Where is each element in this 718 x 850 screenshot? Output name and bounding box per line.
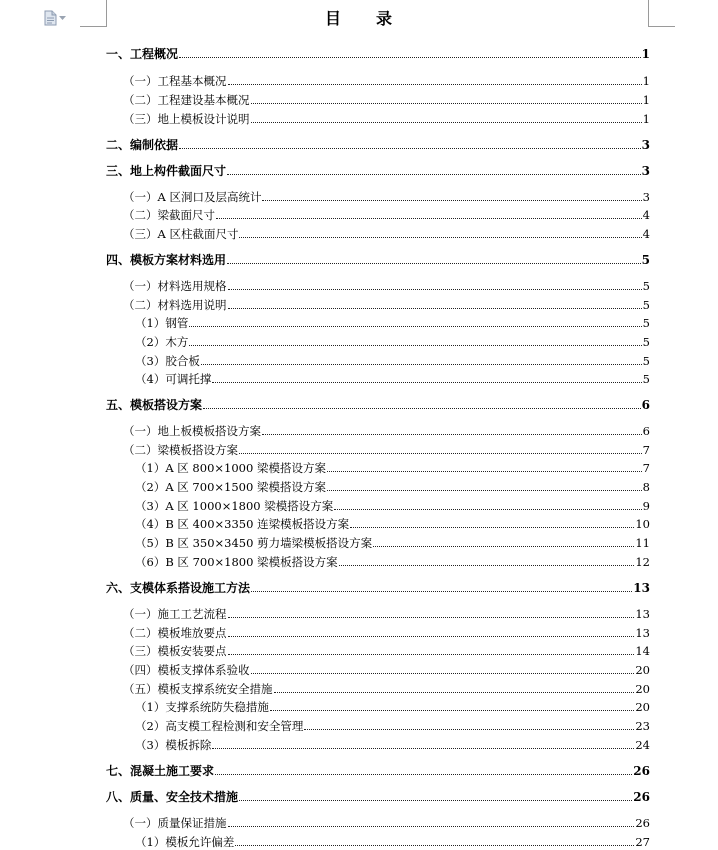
toc-entry[interactable] — [123, 207, 650, 223]
toc-page-number: 26 — [633, 764, 650, 778]
toc-dot-leader — [228, 307, 642, 309]
toc-page-number: 14 — [635, 644, 650, 658]
toc-dot-leader — [327, 489, 642, 491]
toc-page-number: 26 — [635, 816, 650, 830]
toc-dot-leader — [327, 470, 642, 472]
toc-page-number: 4 — [642, 208, 650, 222]
toc-entry[interactable] — [106, 763, 650, 779]
toc-entry-label: （二）梁截面尺寸 — [123, 208, 215, 222]
toc-entry-label: （一）材料选用规格 — [123, 279, 227, 293]
toc-dot-leader — [251, 672, 635, 674]
toc-page-number: 27 — [635, 835, 650, 849]
toc-entry-label: （一）施工工艺流程 — [123, 607, 227, 621]
toc-page-number: 5 — [642, 335, 650, 349]
toc-dot-leader — [228, 616, 635, 618]
toc-dot-leader — [239, 799, 632, 801]
toc-entry-label: （3）A 区 1000×1800 梁模搭设方案 — [135, 499, 334, 513]
toc-dot-leader — [216, 217, 642, 219]
toc-entry-label: （一）质量保证措施 — [123, 816, 227, 830]
toc-page-number: 5 — [642, 354, 650, 368]
toc-page-number: 5 — [641, 253, 650, 267]
toc-entry[interactable] — [123, 73, 650, 89]
toc-page-number: 1 — [642, 74, 650, 88]
toc-entry[interactable] — [123, 643, 650, 659]
toc-entry-label: （三）模板安装要点 — [123, 644, 227, 658]
toc-entry-label: 一、工程概况 — [106, 47, 179, 61]
toc-entry[interactable] — [135, 535, 650, 551]
toc-dot-leader — [228, 653, 635, 655]
toc-entry-label: （二）材料选用说明 — [123, 298, 227, 312]
toc-entry-label: （1）A 区 800×1000 梁模搭设方案 — [135, 461, 326, 475]
toc-entry-label: 五、模板搭设方案 — [106, 398, 203, 412]
toc-entry-label: （五）模板支撑系统安全措施 — [123, 682, 273, 696]
toc-entry[interactable] — [106, 580, 650, 596]
toc-page-number: 11 — [635, 536, 650, 550]
toc-dot-leader — [227, 173, 641, 175]
toc-page-number: 1 — [641, 47, 650, 61]
toc-page-number: 23 — [635, 719, 650, 733]
toc-dot-leader — [274, 691, 635, 693]
toc-entry[interactable] — [106, 163, 650, 179]
toc-entry-label: （3）模板拆除 — [135, 738, 212, 752]
toc-dot-leader — [179, 147, 641, 149]
toc-page-number: 7 — [642, 461, 650, 475]
toc-page-number: 5 — [642, 298, 650, 312]
toc-entry[interactable] — [135, 479, 650, 495]
toc-entry-label: 二、编制依据 — [106, 138, 179, 152]
toc-dot-leader — [203, 407, 641, 409]
toc-entry[interactable] — [135, 516, 650, 532]
toc-entry-label: （1）钢管 — [135, 316, 189, 330]
toc-page-number: 12 — [635, 555, 650, 569]
toc-entry[interactable] — [123, 442, 650, 458]
toc-dot-leader — [235, 844, 634, 846]
toc-page-number: 3 — [641, 164, 650, 178]
toc-entry-label: （4）可调托撑 — [135, 372, 212, 386]
toc-page-number: 5 — [642, 279, 650, 293]
toc-page-number: 10 — [635, 517, 650, 531]
toc-entry-label: （2）高支模工程检测和安全管理 — [135, 719, 304, 733]
toc-entry[interactable] — [135, 334, 650, 350]
toc-entry-label: （1）支撑系统防失稳措施 — [135, 700, 269, 714]
toc-entry-label: 七、混凝土施工要求 — [106, 764, 215, 778]
toc-entry[interactable] — [123, 189, 650, 205]
toc-entry[interactable] — [123, 111, 650, 127]
toc-entry-label: （二）模板堆放要点 — [123, 626, 227, 640]
toc-dot-leader — [239, 236, 641, 238]
toc-dot-leader — [334, 508, 641, 510]
toc-dot-leader — [228, 635, 635, 637]
toc-entry-label: （三）地上模板设计说明 — [123, 112, 250, 126]
toc-dot-leader — [228, 83, 642, 85]
toc-entry[interactable] — [123, 606, 650, 622]
toc-page-number: 1 — [642, 93, 650, 107]
toc-dot-leader — [201, 363, 642, 365]
toc-entry-label: （3）胶合板 — [135, 354, 200, 368]
toc-entry[interactable] — [123, 92, 650, 108]
toc-dot-leader — [228, 288, 642, 290]
toc-entry-label: 八、质量、安全技术措施 — [106, 790, 239, 804]
toc-entry[interactable] — [135, 834, 650, 850]
toc-dot-leader — [251, 102, 642, 104]
toc-page-number: 26 — [633, 790, 650, 804]
toc-entry-label: （2）A 区 700×1500 梁模搭设方案 — [135, 480, 326, 494]
toc-dot-leader — [228, 825, 635, 827]
toc-dot-leader — [304, 728, 634, 730]
toc-entry[interactable] — [106, 397, 650, 413]
toc-entry-label: 六、支模体系搭设施工方法 — [106, 581, 251, 595]
toc-entry[interactable] — [123, 226, 650, 242]
toc-dot-leader — [189, 325, 641, 327]
toc-page-number: 4 — [642, 227, 650, 241]
toc-dot-leader — [189, 344, 641, 346]
toc-entry[interactable] — [123, 625, 650, 641]
toc-dot-leader — [179, 56, 641, 58]
toc-dot-leader — [262, 433, 642, 435]
toc-dot-leader — [373, 545, 634, 547]
toc-dot-leader — [227, 262, 641, 264]
toc-entry-label: （三）A 区柱截面尺寸 — [123, 227, 239, 241]
toc-page-number: 3 — [641, 138, 650, 152]
toc-entry-label: 三、地上构件截面尺寸 — [106, 164, 227, 178]
toc-dot-leader — [270, 709, 635, 711]
toc-entry[interactable] — [106, 137, 650, 153]
toc-page-number: 9 — [642, 499, 650, 513]
toc-entry-label: （一）A 区洞口及层高统计 — [123, 190, 262, 204]
toc-entry[interactable] — [135, 353, 650, 369]
toc-entry[interactable] — [135, 498, 650, 514]
toc-page-number: 20 — [635, 682, 650, 696]
toc-dot-leader — [251, 121, 642, 123]
toc-entry-label: （一）地上板模板搭设方案 — [123, 424, 261, 438]
toc-dot-leader — [215, 773, 632, 775]
toc-dot-leader — [212, 381, 641, 383]
toc-dot-leader — [251, 590, 632, 592]
toc-page-number: 6 — [642, 424, 650, 438]
toc-entry-label: （1）模板允许偏差 — [135, 835, 235, 849]
toc-page-number: 20 — [635, 700, 650, 714]
toc-dot-leader — [239, 452, 642, 454]
toc-entry-label: （5）B 区 350×3450 剪力墙梁模板搭设方案 — [135, 536, 373, 550]
toc-entry[interactable] — [106, 789, 650, 805]
toc-entry-label: （二）工程建设基本概况 — [123, 93, 250, 107]
toc-page-number: 7 — [642, 443, 650, 457]
toc-page-number: 13 — [635, 607, 650, 621]
toc-entry[interactable] — [135, 371, 650, 387]
toc-page-number: 13 — [635, 626, 650, 640]
toc-entry-label: （二）梁模板搭设方案 — [123, 443, 238, 457]
toc-page-number: 6 — [641, 398, 650, 412]
toc-dot-leader — [339, 564, 635, 566]
toc-entry-label: （6）B 区 700×1800 梁模板搭设方案 — [135, 555, 338, 569]
toc-dot-leader — [262, 199, 641, 201]
toc-page-number: 1 — [642, 112, 650, 126]
toc-page-number: 5 — [642, 316, 650, 330]
toc-page-number: 3 — [642, 190, 650, 204]
toc-entry[interactable] — [123, 278, 650, 294]
toc-entry[interactable] — [135, 460, 650, 476]
toc-page-number: 13 — [633, 581, 650, 595]
toc-entry-label: （一）工程基本概况 — [123, 74, 227, 88]
toc-entry-label: （2）木方 — [135, 335, 189, 349]
toc-entry[interactable] — [135, 718, 650, 734]
toc-entry-label: 四、模板方案材料选用 — [106, 253, 227, 267]
toc-dot-leader — [212, 747, 634, 749]
toc-page-number: 8 — [642, 480, 650, 494]
toc-entry[interactable] — [135, 315, 650, 331]
toc-entry[interactable] — [106, 46, 650, 62]
toc-page-number: 24 — [635, 738, 650, 752]
toc-entry[interactable] — [135, 737, 650, 753]
toc-page-number: 20 — [635, 663, 650, 677]
toc-entry[interactable] — [123, 815, 650, 831]
toc-entry[interactable] — [106, 252, 650, 268]
toc-page-number: 5 — [642, 372, 650, 386]
toc-entry[interactable] — [135, 699, 650, 715]
toc-entry-label: （四）模板支撑体系验收 — [123, 663, 250, 677]
toc-entry-label: （4）B 区 400×3350 连梁模板搭设方案 — [135, 517, 350, 531]
toc-entry[interactable] — [123, 297, 650, 313]
toc-title: 目 录 — [324, 9, 393, 28]
toc-entry[interactable] — [123, 681, 650, 697]
toc-dot-leader — [350, 526, 634, 528]
toc-entry[interactable] — [123, 662, 650, 678]
toc-entry[interactable] — [123, 423, 650, 439]
toc-entry[interactable] — [135, 554, 650, 570]
